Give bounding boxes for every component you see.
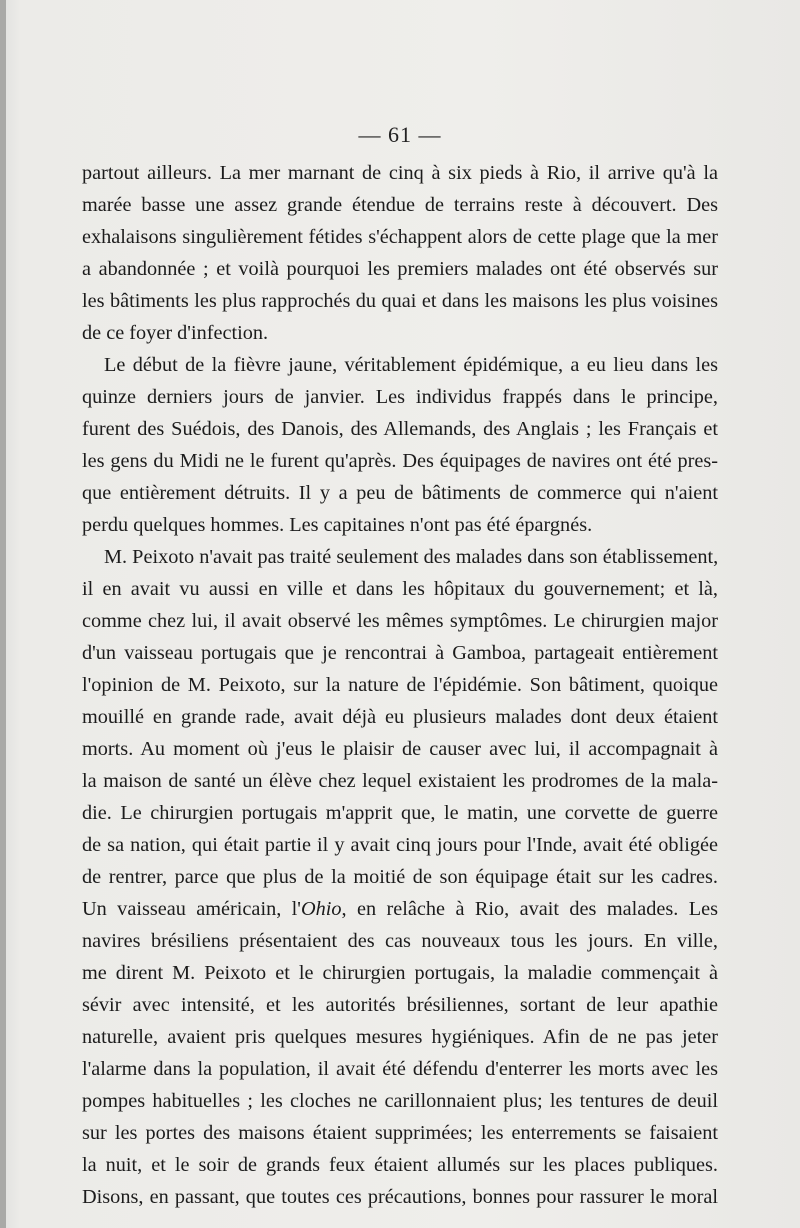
body-text — [82, 157, 718, 1213]
paragraph-start-line: Le début de la fièvre jaune, véritablement épidémique, a eu lieu dans les — [104, 354, 718, 376]
text-line: sur les portes des maisons étaient supprimées; les enterrements se faisaient — [82, 1122, 718, 1144]
text-line: les bâtiments les plus rapprochés du quai et dans les maisons les plus voisines — [82, 290, 718, 312]
text-line: de ce foyer d'infection. — [82, 322, 269, 344]
text-line: marée basse une assez grande étendue de terrains reste à découvert. Des — [82, 194, 718, 216]
text-line: quinze derniers jours de janvier. Les individus frappés dans le principe, — [82, 386, 718, 408]
text-line: Disons, en passant, que toutes ces précautions, bonnes pour rassurer le moral — [82, 1186, 718, 1208]
text-line: l'opinion de M. Peixoto, sur la nature de l'épidémie. Son bâtiment, quoique — [82, 674, 718, 696]
text-line: a abandonnée ; et voilà pourquoi les premiers malades ont été observés sur — [82, 258, 718, 280]
text-segment: Un vaisseau américain, l' — [82, 898, 301, 920]
text-line: morts. Au moment où j'eus le plaisir de causer avec lui, il accompagnait à — [82, 738, 718, 760]
text-line: la nuit, et le soir de grands feux étaient allumés sur les places publiques. — [82, 1154, 718, 1176]
text-line: de sa nation, qui était partie il y avait cinq jours pour l'Inde, avait été obligée — [82, 834, 718, 856]
text-line: me dirent M. Peixoto et le chirurgien portugais, la maladie commençait à — [82, 962, 718, 984]
page-binding-edge — [0, 0, 6, 1228]
text-line: navires brésiliens présentaient des cas nouveaux tous les jours. En ville, — [82, 930, 718, 952]
text-line: l'alarme dans la population, il avait été défendu d'enterrer les morts avec les — [82, 1058, 718, 1080]
text-line: d'un vaisseau portugais que je rencontrai à Gamboa, partageait entièrement — [82, 642, 718, 664]
text-line: sévir avec intensité, et les autorités brésiliennes, sortant de leur apathie — [82, 994, 718, 1016]
text-line: die. Le chirurgien portugais m'apprit que, le matin, une corvette de guerre — [82, 802, 718, 824]
paragraph-start-line: M. Peixoto n'avait pas traité seulement des malades dans son établissement, — [104, 546, 718, 568]
text-line: que entièrement détruits. Il y a peu de bâtiments de commerce qui n'aient — [82, 482, 718, 504]
ship-name-italic: Ohio — [300, 898, 342, 920]
text-line: la maison de santé un élève chez lequel existaient les prodromes de la mala- — [82, 770, 718, 792]
text-line: mouillé en grande rade, avait déjà eu plusieurs malades dont deux étaient — [82, 706, 718, 728]
text-line: partout ailleurs. La mer marnant de cinq à six pieds à Rio, il arrive qu'à la — [82, 162, 718, 184]
text-line: pompes habituelles ; les cloches ne carillonnaient plus; les tentures de deuil — [82, 1090, 718, 1112]
text-line: exhalaisons singulièrement fétides s'échappent alors de cette plage que la mer — [82, 226, 718, 248]
text-line: il en avait vu aussi en ville et dans les hôpitaux du gouvernement; et là, — [82, 578, 718, 600]
text-line: perdu quelques hommes. Les capitaines n'ont pas été épargnés. — [82, 514, 593, 536]
text-segment: , en relâche à Rio, avait des malades. Les — [341, 898, 718, 920]
text-line-with-italic — [82, 893, 718, 925]
text-line: les gens du Midi ne le furent qu'après. Des équipages de navires ont été pres- — [82, 450, 718, 472]
text-line: furent des Suédois, des Danois, des Allemands, des Anglais ; les Français et — [82, 418, 718, 440]
page-number: — 61 — — [358, 122, 442, 147]
text-line: naturelle, avaient pris quelques mesures hygiéniques. Afin de ne pas jeter — [82, 1026, 718, 1048]
text-line: comme chez lui, il avait observé les mêmes symptômes. Le chirurgien major — [82, 610, 718, 632]
text-line: de rentrer, parce que plus de la moitié de son équipage était sur les cadres. — [82, 866, 718, 888]
